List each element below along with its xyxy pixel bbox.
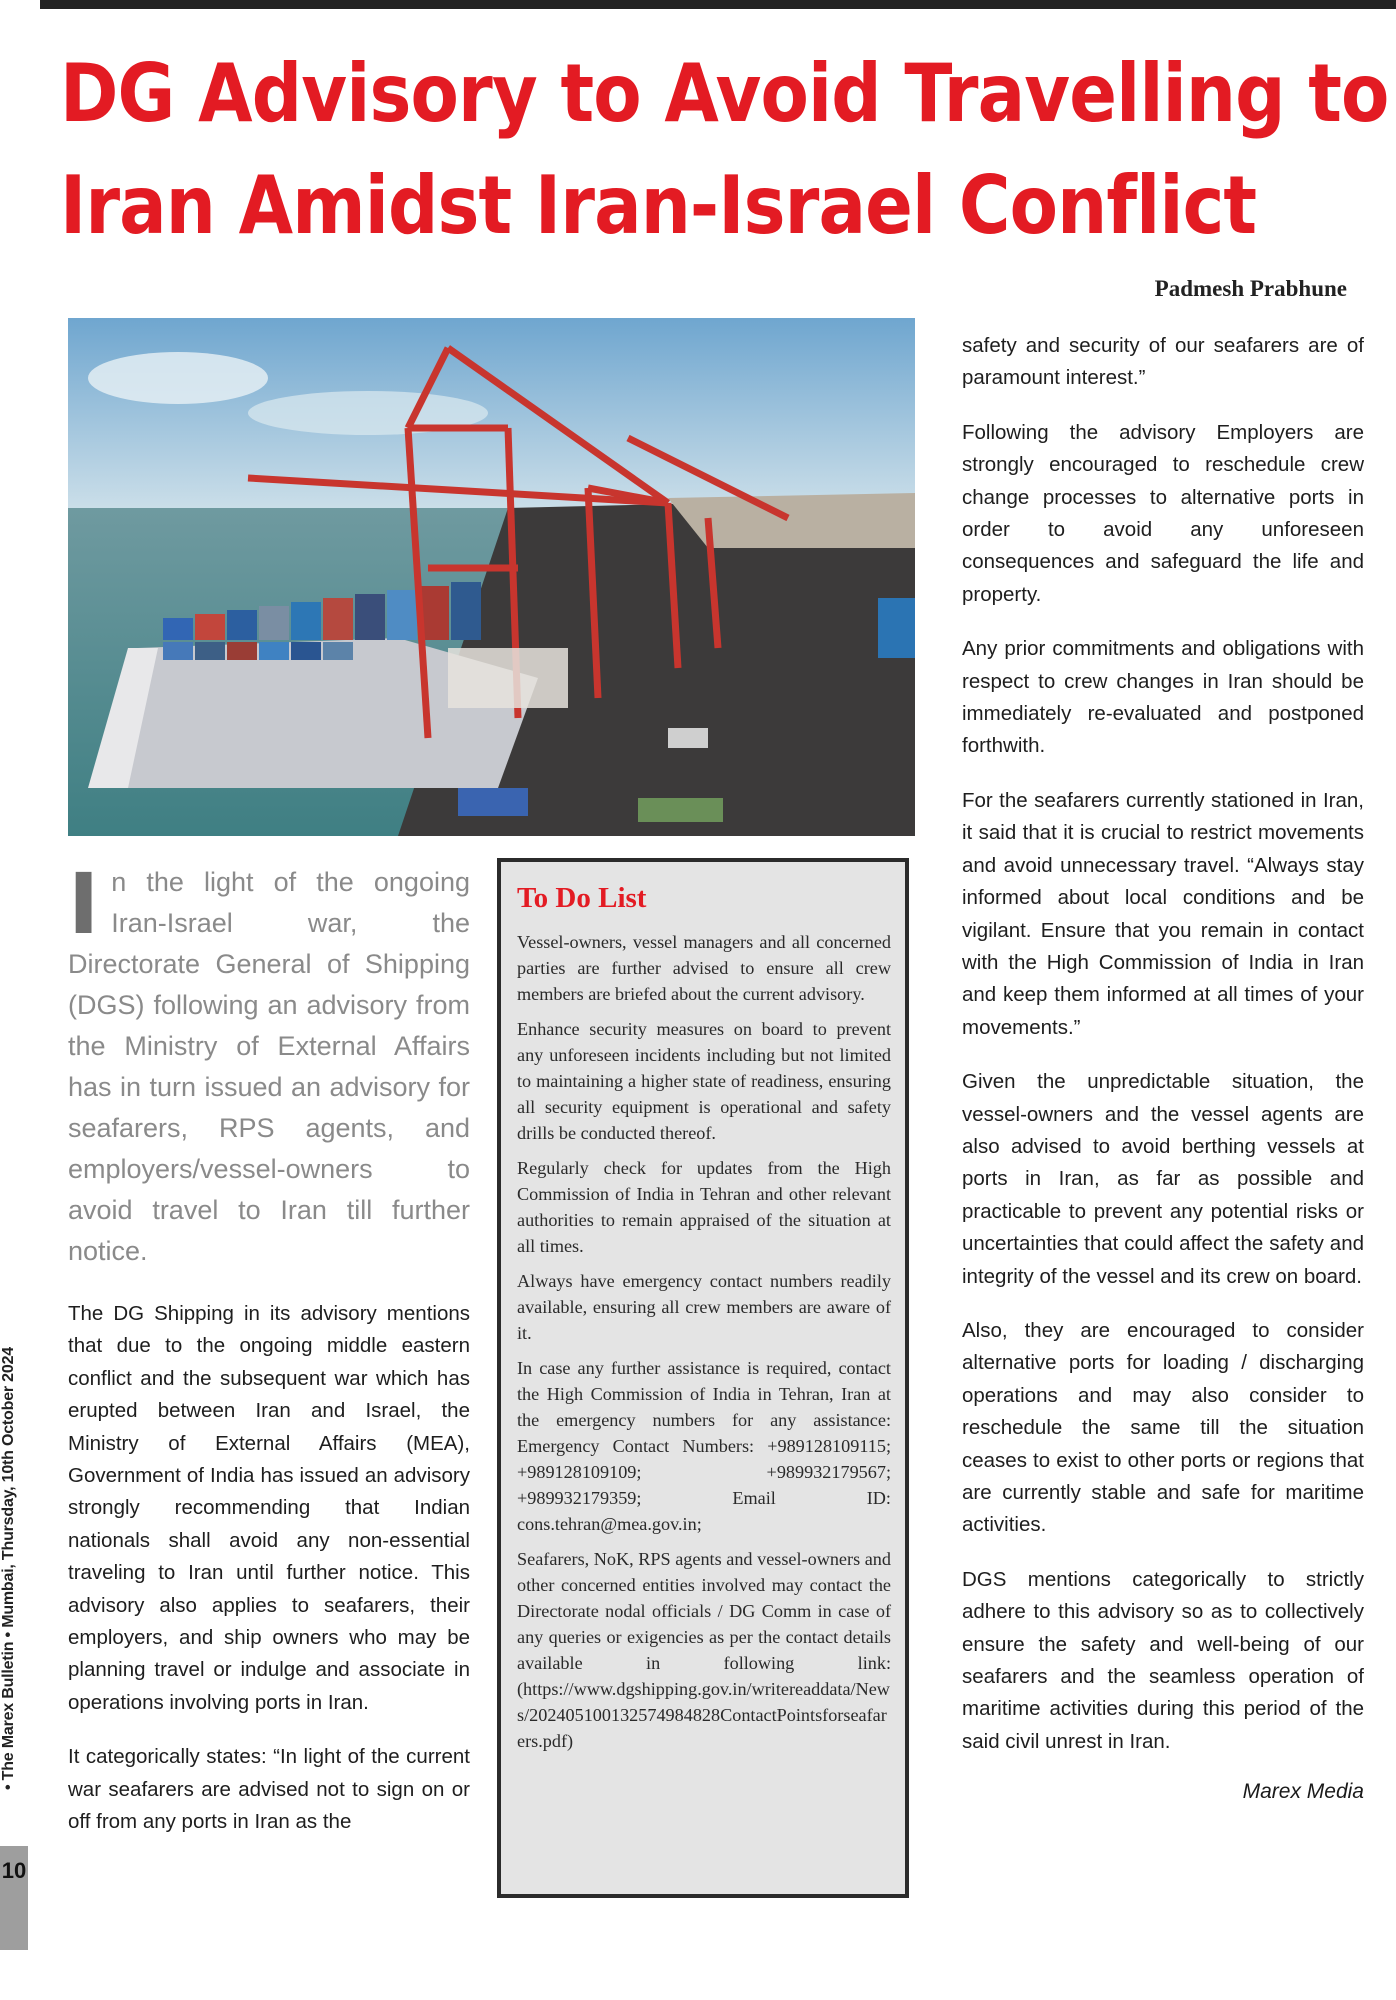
publication-line: • The Marex Bulletin • Mumbai, Thursday, 10th October 2024 — [0, 1347, 17, 1790]
lead-text: n the light of the ongoing Iran-Israel war, the Directorate General of Shipping (DGS) following an advisory from the Ministry of External Affairs has in turn issued an advisory for seafarers, RPS agents, and employers/vessel-owners to avoid travel to Iran till further notice. — [68, 867, 470, 1266]
page-number: 10 — [0, 1846, 28, 1950]
headline-line-1: DG Advisory to Avoid Travelling to — [60, 47, 1389, 140]
todo-title: To Do List — [517, 882, 647, 914]
top-rule — [40, 0, 1396, 9]
headline-line-2: Iran Amidst Iran-Israel Conflict — [60, 159, 1257, 252]
todo-item: Enhance security measures on board to prevent any unforeseen incidents including but not limited to maintaining a higher state of readiness, ensuring all security equipment is operational and safety drills be conducted thereof. — [517, 1019, 891, 1143]
body-paragraph: DGS mentions categorically to strictly adhere to this advisory so as to collectively ensure the safety and well-being of our seafarers and the seamless operation of maritime activities during this period of the said civil unrest in Iran. — [962, 1567, 1364, 1753]
body-paragraph: The DG Shipping in its advisory mentions that due to the ongoing middle eastern conflict and the subsequent war which has erupted between Iran and Israel, the Ministry of External Affairs (MEA), Government of India has issued an advisory strongly recommending that Indian nationals shall avoid any non-essential traveling to Iran until further notice. This advisory also applies to seafarers, their employers, and ship owners who may be planning travel or indulge and associate in operations involving ports in Iran. — [68, 1302, 470, 1714]
todo-item: In case any further assistance is required, contact the High Commission of India in Tehran, Iran at the emergency numbers for any assistance: Emergency Contact Numbers: +989128109115; +989128109109; +989932179567; +989932179359; Email ID: cons.tehran@mea.gov.in; — [517, 1358, 891, 1534]
signoff: Marex Media — [1242, 1780, 1364, 1804]
drop-cap: I — [68, 855, 100, 953]
todo-item: Vessel-owners, vessel managers and all concerned parties are further advised to ensure all crew members are briefed about the current advisory. — [517, 932, 891, 1004]
body-paragraph: Also, they are encouraged to consider alternative ports for loading / discharging operations and may also consider to reschedule the same till the situation ceases to exist to other ports or regions that are currently stable and safe for maritime activities. — [962, 1318, 1364, 1537]
body-paragraph: safety and security of our seafarers are of paramount interest.” — [962, 334, 1364, 390]
right-column-body — [962, 330, 1364, 1804]
headline — [60, 38, 1389, 262]
port-cranes-photo — [68, 318, 915, 836]
body-paragraph: Following the advisory Employers are strongly encouraged to reschedule crew change processes to alternative ports in order to avoid any unforeseen consequences and safeguard the life and property. — [962, 420, 1364, 606]
body-paragraph: Any prior commitments and obligations with respect to crew changes in Iran should be immediately re-evaluated and postponed forthwith. — [962, 637, 1364, 758]
todo-item: Seafarers, NoK, RPS agents and vessel-owners and other concerned entities involved may contact the Directorate nodal officials / DG Comm in case of any queries or exigencies as per the contact details available in following link: (https://www.dgshipping.gov.in/writereaddata/News/202405100132574984828ContactPointsforseafarers.pdf) — [517, 1549, 891, 1751]
body-paragraph: For the seafarers currently stationed in Iran, it said that it is crucial to restrict movements and avoid unnecessary travel. “Always stay informed about local conditions and be vigilant. Ensure that you remain in contact with the High Commission of India in Iran and keep them informed at all times of your movements.” — [962, 788, 1364, 1039]
author-byline: Padmesh Prabhune — [1154, 276, 1347, 301]
body-paragraph: It categorically states: “In light of the current war seafarers are advised not to sign on or off from any ports in Iran as the — [68, 1745, 470, 1834]
lead-paragraph — [68, 855, 470, 1272]
todo-item: Regularly check for updates from the High Commission of India in Tehran and other relevant authorities to remain appraised of the situation at all times. — [517, 1158, 891, 1256]
todo-item: Always have emergency contact numbers readily available, ensuring all crew members are aware of it. — [517, 1271, 891, 1343]
body-paragraph: Given the unpredictable situation, the vessel-owners and the vessel agents are also advised to avoid berthing vessels at ports in Iran, as far as possible and practicable to prevent any potential risks or uncertainties that could affect the safety and integrity of the vessel and its crew on board. — [962, 1070, 1364, 1288]
left-column-body — [68, 1298, 470, 1861]
todo-list-box — [497, 858, 909, 1898]
